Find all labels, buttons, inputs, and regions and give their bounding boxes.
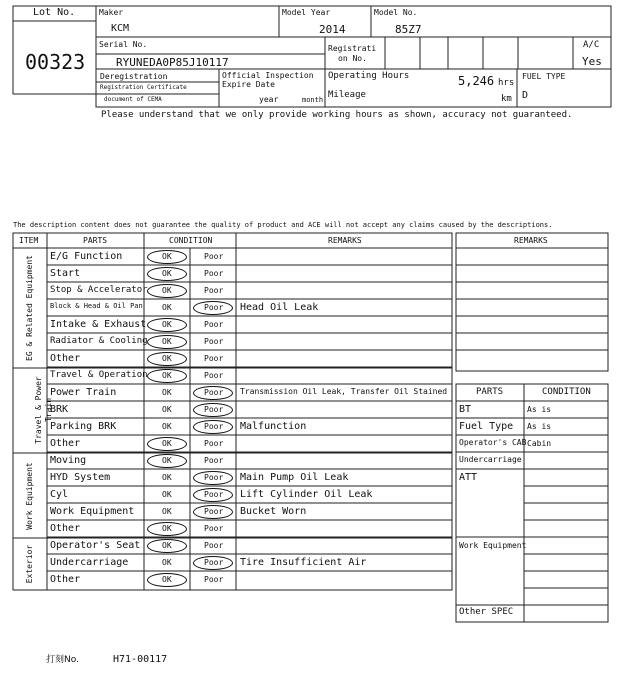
condition-selected-mark — [147, 539, 187, 553]
model-year-label: Model Year — [282, 8, 331, 17]
row-part-label: Intake & Exhaust — [50, 319, 147, 330]
condition-ok-option[interactable]: OK — [162, 507, 172, 516]
fuel-type-label: FUEL TYPE — [522, 72, 566, 81]
condition-ok-option[interactable]: OK — [162, 439, 172, 448]
maker-value: KCM — [111, 23, 130, 34]
condition-poor-option[interactable]: Poor — [204, 371, 224, 380]
mileage-unit: km — [501, 94, 512, 104]
condition-ok-option[interactable]: OK — [162, 371, 172, 380]
row-remark: Malfunction — [240, 421, 307, 432]
row-part-label: Block & Head & Oil Pan — [50, 302, 143, 310]
row-part-label: Other — [50, 574, 81, 585]
ac-label: A/C — [583, 40, 600, 50]
condition-poor-option[interactable]: Poor — [204, 507, 224, 516]
spec-part-label: Undercarriage — [459, 455, 522, 464]
condition-selected-mark — [193, 403, 233, 417]
deregistration-certificate-label: Registration Certificate — [100, 84, 187, 91]
spec-part-label: Operator's CAB — [459, 438, 527, 447]
condition-poor-option[interactable]: Poor — [204, 252, 224, 261]
condition-ok-option[interactable]: OK — [162, 337, 172, 346]
condition-poor-option[interactable]: Poor — [204, 541, 224, 550]
row-part-label: BRK — [50, 404, 69, 415]
maker-label: Maker — [99, 8, 124, 17]
spec-parts-header: PARTS — [476, 387, 504, 397]
row-part-label: Start — [50, 268, 81, 279]
condition-poor-option[interactable]: Poor — [204, 388, 224, 397]
condition-poor-option[interactable]: Poor — [204, 354, 224, 363]
condition-ok-option[interactable]: OK — [162, 286, 172, 295]
year-label: year — [259, 95, 279, 104]
disclaimer-text: The description content does not guarantee the quality of product and ACE will not accept any claims caused by the descriptions. — [13, 221, 553, 229]
condition-poor-option[interactable]: Poor — [204, 473, 224, 482]
spec-part-label: ATT — [459, 472, 478, 483]
condition-ok-option[interactable]: OK — [162, 354, 172, 363]
lot-label: Lot No. — [33, 7, 76, 18]
condition-poor-option[interactable]: Poor — [204, 303, 224, 312]
condition-selected-mark — [193, 420, 233, 434]
condition-ok-option[interactable]: OK — [162, 575, 172, 584]
condition-ok-option[interactable]: OK — [162, 303, 172, 312]
condition-ok-option[interactable]: OK — [162, 405, 172, 414]
row-remark: Tire Insufficient Air — [240, 557, 367, 568]
condition-selected-mark — [147, 454, 187, 468]
row-part-label: Other — [50, 523, 81, 534]
condition-ok-option[interactable]: OK — [162, 524, 172, 533]
spec-condition-value: As is — [527, 422, 552, 431]
condition-selected-mark — [193, 301, 233, 315]
row-part-label: E/G Function — [50, 251, 123, 262]
spec-work-equipment-label: Work Equipment — [459, 541, 527, 550]
row-part-label: Work Equipment — [50, 506, 135, 517]
stamp-label: 打刻No. — [46, 655, 79, 665]
row-remark: Main Pump Oil Leak — [240, 472, 349, 483]
right-remarks-header: REMARKS — [514, 236, 548, 245]
group-eg-related-equipment: EG & Related Equipment — [25, 255, 34, 361]
group-work-equipment: Work Equipment — [25, 462, 34, 530]
condition-ok-option[interactable]: OK — [162, 269, 172, 278]
month-label: month — [302, 96, 324, 104]
spec-condition-value: Cabin — [527, 439, 552, 448]
row-part-label: Parking BRK — [50, 421, 117, 432]
condition-selected-mark — [147, 437, 187, 451]
row-part-label: Power Train — [50, 387, 117, 398]
row-part-label: Other — [50, 438, 81, 449]
hours-accuracy-note: Please understand that we only provide working hours as shown, accuracy not guaranteed. — [101, 110, 573, 120]
condition-selected-mark — [147, 250, 187, 264]
fuel-type-value: D — [522, 90, 529, 101]
lot-number: 00323 — [25, 50, 86, 74]
operating-hours-label: Operating Hours — [328, 71, 410, 81]
condition-poor-option[interactable]: Poor — [204, 320, 224, 329]
condition-selected-mark — [193, 386, 233, 400]
row-part-label: Stop & Accelerator — [50, 285, 148, 295]
condition-selected-mark — [147, 318, 187, 332]
condition-poor-option[interactable]: Poor — [204, 422, 224, 431]
inspection-label-1: Official Inspection — [222, 71, 314, 80]
model-no-value: 85Z7 — [395, 23, 422, 36]
inspection-label-2: Expire Date — [222, 80, 275, 89]
condition-selected-mark — [147, 573, 187, 587]
condition-ok-option[interactable]: OK — [162, 558, 172, 567]
ac-value: Yes — [582, 55, 602, 68]
condition-ok-option[interactable]: OK — [162, 490, 172, 499]
condition-poor-option[interactable]: Poor — [204, 575, 224, 584]
row-remark: Lift Cylinder Oil Leak — [240, 489, 373, 500]
col-condition-header: CONDITION — [169, 236, 213, 245]
spec-condition-value: As is — [527, 405, 552, 414]
col-item-header: ITEM — [19, 236, 39, 245]
condition-ok-option[interactable]: OK — [162, 456, 172, 465]
condition-selected-mark — [147, 267, 187, 281]
serial-value: RYUNEDA0P85J10117 — [116, 56, 229, 69]
row-remark: Bucket Worn — [240, 506, 307, 517]
row-part-label: Cyl — [50, 489, 69, 500]
spec-part-label: Fuel Type — [459, 421, 514, 432]
spec-part-label: BT — [459, 404, 472, 415]
model-year-value: 2014 — [319, 23, 346, 36]
spec-other-spec-label: Other SPEC — [459, 607, 514, 617]
condition-ok-option[interactable]: OK — [162, 473, 172, 482]
condition-poor-option[interactable]: Poor — [204, 439, 224, 448]
condition-ok-option[interactable]: OK — [162, 252, 172, 261]
group-exterior: Exterior — [25, 544, 34, 584]
condition-ok-option[interactable]: OK — [162, 388, 172, 397]
col-parts-header: PARTS — [83, 236, 108, 245]
registration-label-2: on No. — [338, 54, 367, 63]
condition-selected-mark — [147, 369, 187, 383]
stamp-value: H71-00117 — [113, 654, 168, 665]
registration-label-1: Registrati — [328, 44, 377, 53]
condition-ok-option[interactable]: OK — [162, 541, 172, 550]
condition-poor-option[interactable]: Poor — [204, 269, 224, 278]
operating-hours-value: 5,246 — [458, 74, 495, 88]
serial-label: Serial No. — [99, 40, 148, 49]
condition-selected-mark — [147, 335, 187, 349]
col-remarks-header: REMARKS — [328, 236, 362, 245]
condition-selected-mark — [147, 352, 187, 366]
row-part-label: Moving — [50, 455, 87, 466]
row-part-label: Operator's Seat — [50, 540, 141, 551]
condition-poor-option[interactable]: Poor — [204, 558, 224, 567]
condition-selected-mark — [147, 284, 187, 298]
row-remark: Head Oil Leak — [240, 302, 319, 313]
condition-selected-mark — [193, 556, 233, 570]
model-no-label: Model No. — [374, 8, 418, 17]
condition-poor-option[interactable]: Poor — [204, 337, 224, 346]
condition-selected-mark — [193, 471, 233, 485]
condition-ok-option[interactable]: OK — [162, 320, 172, 329]
condition-poor-option[interactable]: Poor — [204, 490, 224, 499]
row-part-label: Undercarriage — [50, 557, 129, 568]
group-travel-power-train-line1: Travel & Power — [34, 376, 43, 444]
row-remark: Transmission Oil Leak, Transfer Oil Stained — [240, 387, 448, 396]
condition-selected-mark — [147, 522, 187, 536]
condition-poor-option[interactable]: Poor — [204, 405, 224, 414]
condition-ok-option[interactable]: OK — [162, 422, 172, 431]
hours-unit: hrs — [498, 78, 515, 88]
condition-poor-option[interactable]: Poor — [204, 286, 224, 295]
row-part-label: HYD System — [50, 472, 111, 483]
condition-poor-option[interactable]: Poor — [204, 456, 224, 465]
group-travel-power-train-line2: Train — [44, 397, 53, 423]
row-part-label: Radiator & Cooling — [50, 336, 148, 346]
condition-poor-option[interactable]: Poor — [204, 524, 224, 533]
mileage-label: Mileage — [328, 90, 366, 100]
condition-selected-mark — [193, 488, 233, 502]
condition-selected-mark — [193, 505, 233, 519]
deregistration-label: Deregistration — [100, 72, 168, 81]
spec-condition-header: CONDITION — [542, 387, 591, 397]
cema-document-label: document of CEMA — [104, 96, 162, 103]
row-part-label: Other — [50, 353, 81, 364]
row-part-label: Travel & Operation — [50, 370, 148, 380]
